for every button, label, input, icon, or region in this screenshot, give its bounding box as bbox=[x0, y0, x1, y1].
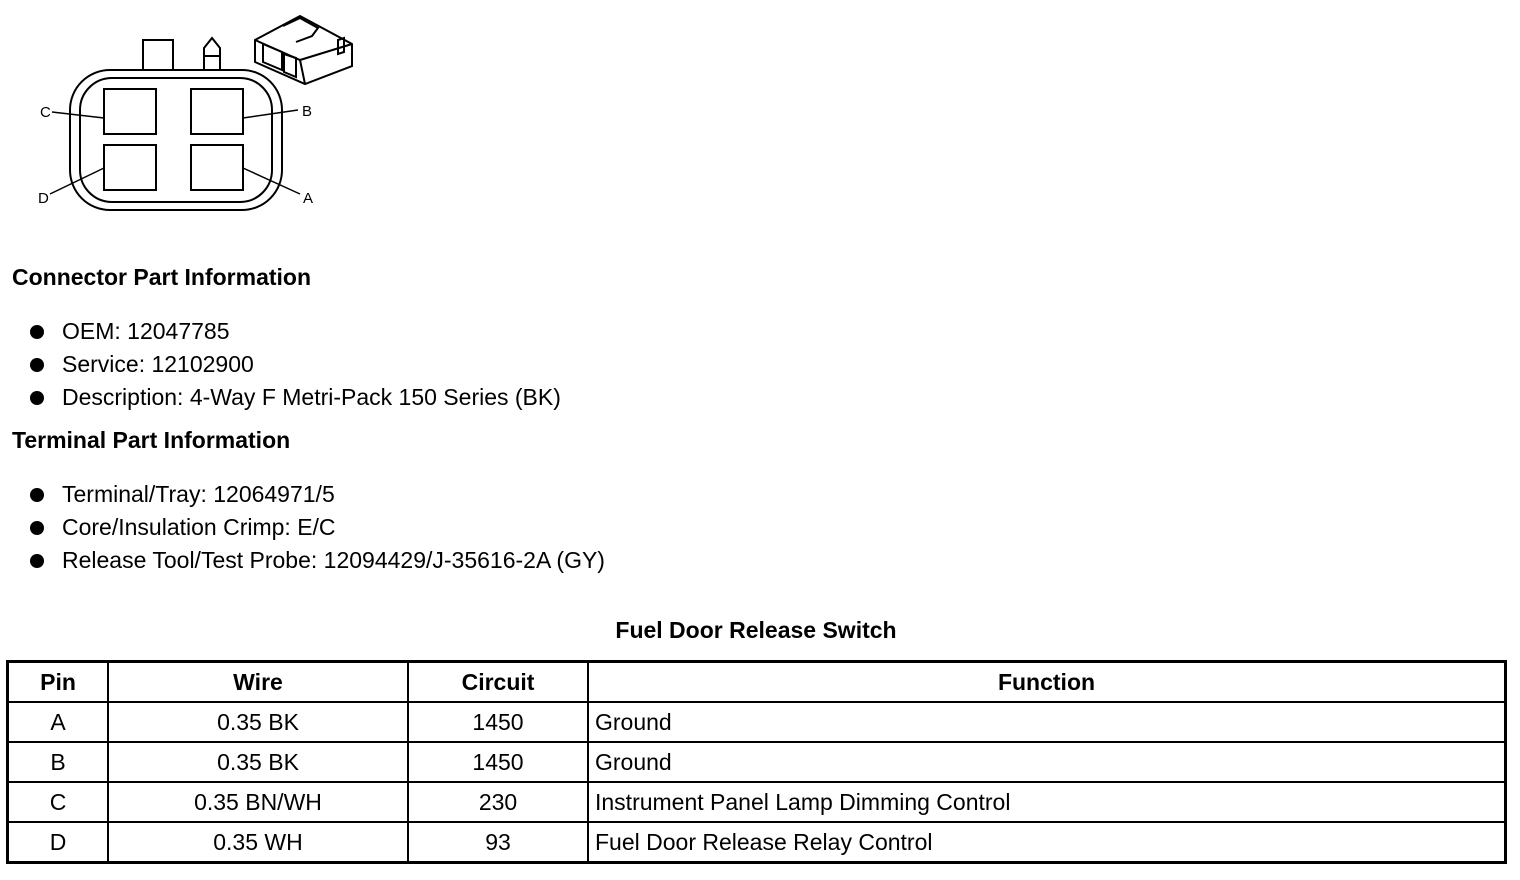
terminal-info-crimp: Core/Insulation Crimp: E/C bbox=[62, 514, 336, 540]
cell-circuit: 1450 bbox=[408, 702, 588, 742]
list-item bbox=[28, 478, 605, 511]
cell-wire: 0.35 BK bbox=[108, 702, 408, 742]
list-item bbox=[28, 348, 561, 381]
list-item bbox=[28, 315, 561, 348]
pin-table bbox=[6, 660, 1507, 864]
table-row bbox=[8, 702, 1506, 742]
cell-wire: 0.35 WH bbox=[108, 822, 408, 863]
connector-info-heading: Connector Part Information bbox=[12, 264, 312, 290]
pin-label-a: A bbox=[303, 190, 314, 207]
pin-label-d: D bbox=[38, 190, 49, 207]
cell-circuit: 93 bbox=[408, 822, 588, 863]
table-row bbox=[8, 822, 1506, 863]
cell-wire: 0.35 BK bbox=[108, 742, 408, 782]
connector-latch-tab bbox=[143, 40, 173, 72]
cell-function: Ground bbox=[588, 702, 1506, 742]
header-circuit: Circuit bbox=[408, 662, 588, 703]
table-row bbox=[8, 742, 1506, 782]
pin-label-b: B bbox=[302, 103, 313, 120]
connector-body-outer bbox=[70, 70, 282, 210]
cell-circuit: 1450 bbox=[408, 742, 588, 782]
terminal-info-list bbox=[28, 478, 605, 577]
header-function: Function bbox=[588, 662, 1506, 703]
cell-pin: D bbox=[8, 822, 109, 863]
cell-wire: 0.35 BN/WH bbox=[108, 782, 408, 822]
cell-pin: A bbox=[8, 702, 109, 742]
terminal-info-heading: Terminal Part Information bbox=[12, 427, 291, 453]
header-pin: Pin bbox=[8, 662, 109, 703]
cell-function: Instrument Panel Lamp Dimming Control bbox=[588, 782, 1506, 822]
bullet-icon bbox=[30, 391, 44, 405]
connector-diagram bbox=[0, 0, 380, 230]
table-row bbox=[8, 782, 1506, 822]
cell-pin: B bbox=[8, 742, 109, 782]
terminal-info-release-tool: Release Tool/Test Probe: 12094429/J-35616-2A (GY) bbox=[62, 547, 605, 573]
bullet-icon bbox=[30, 488, 44, 502]
bullet-icon bbox=[30, 325, 44, 339]
list-item bbox=[28, 544, 605, 577]
list-item bbox=[28, 381, 561, 414]
bullet-icon bbox=[30, 358, 44, 372]
connector-info-service: Service: 12102900 bbox=[62, 351, 254, 377]
bullet-icon bbox=[30, 554, 44, 568]
list-item bbox=[28, 511, 605, 544]
connector-isometric-icon bbox=[255, 16, 352, 84]
connector-info-list bbox=[28, 315, 561, 414]
pin-label-c: C bbox=[40, 104, 51, 121]
connector-info-oem: OEM: 12047785 bbox=[62, 318, 230, 344]
cell-circuit: 230 bbox=[408, 782, 588, 822]
bullet-icon bbox=[30, 521, 44, 535]
header-wire: Wire bbox=[108, 662, 408, 703]
table-header-row bbox=[8, 662, 1506, 703]
terminal-info-tray: Terminal/Tray: 12064971/5 bbox=[62, 481, 335, 507]
cell-pin: C bbox=[8, 782, 109, 822]
cell-function: Fuel Door Release Relay Control bbox=[588, 822, 1506, 863]
connector-info-description: Description: 4-Way F Metri-Pack 150 Series (BK) bbox=[62, 384, 561, 410]
table-title: Fuel Door Release Switch bbox=[615, 617, 897, 643]
cell-function: Ground bbox=[588, 742, 1506, 782]
